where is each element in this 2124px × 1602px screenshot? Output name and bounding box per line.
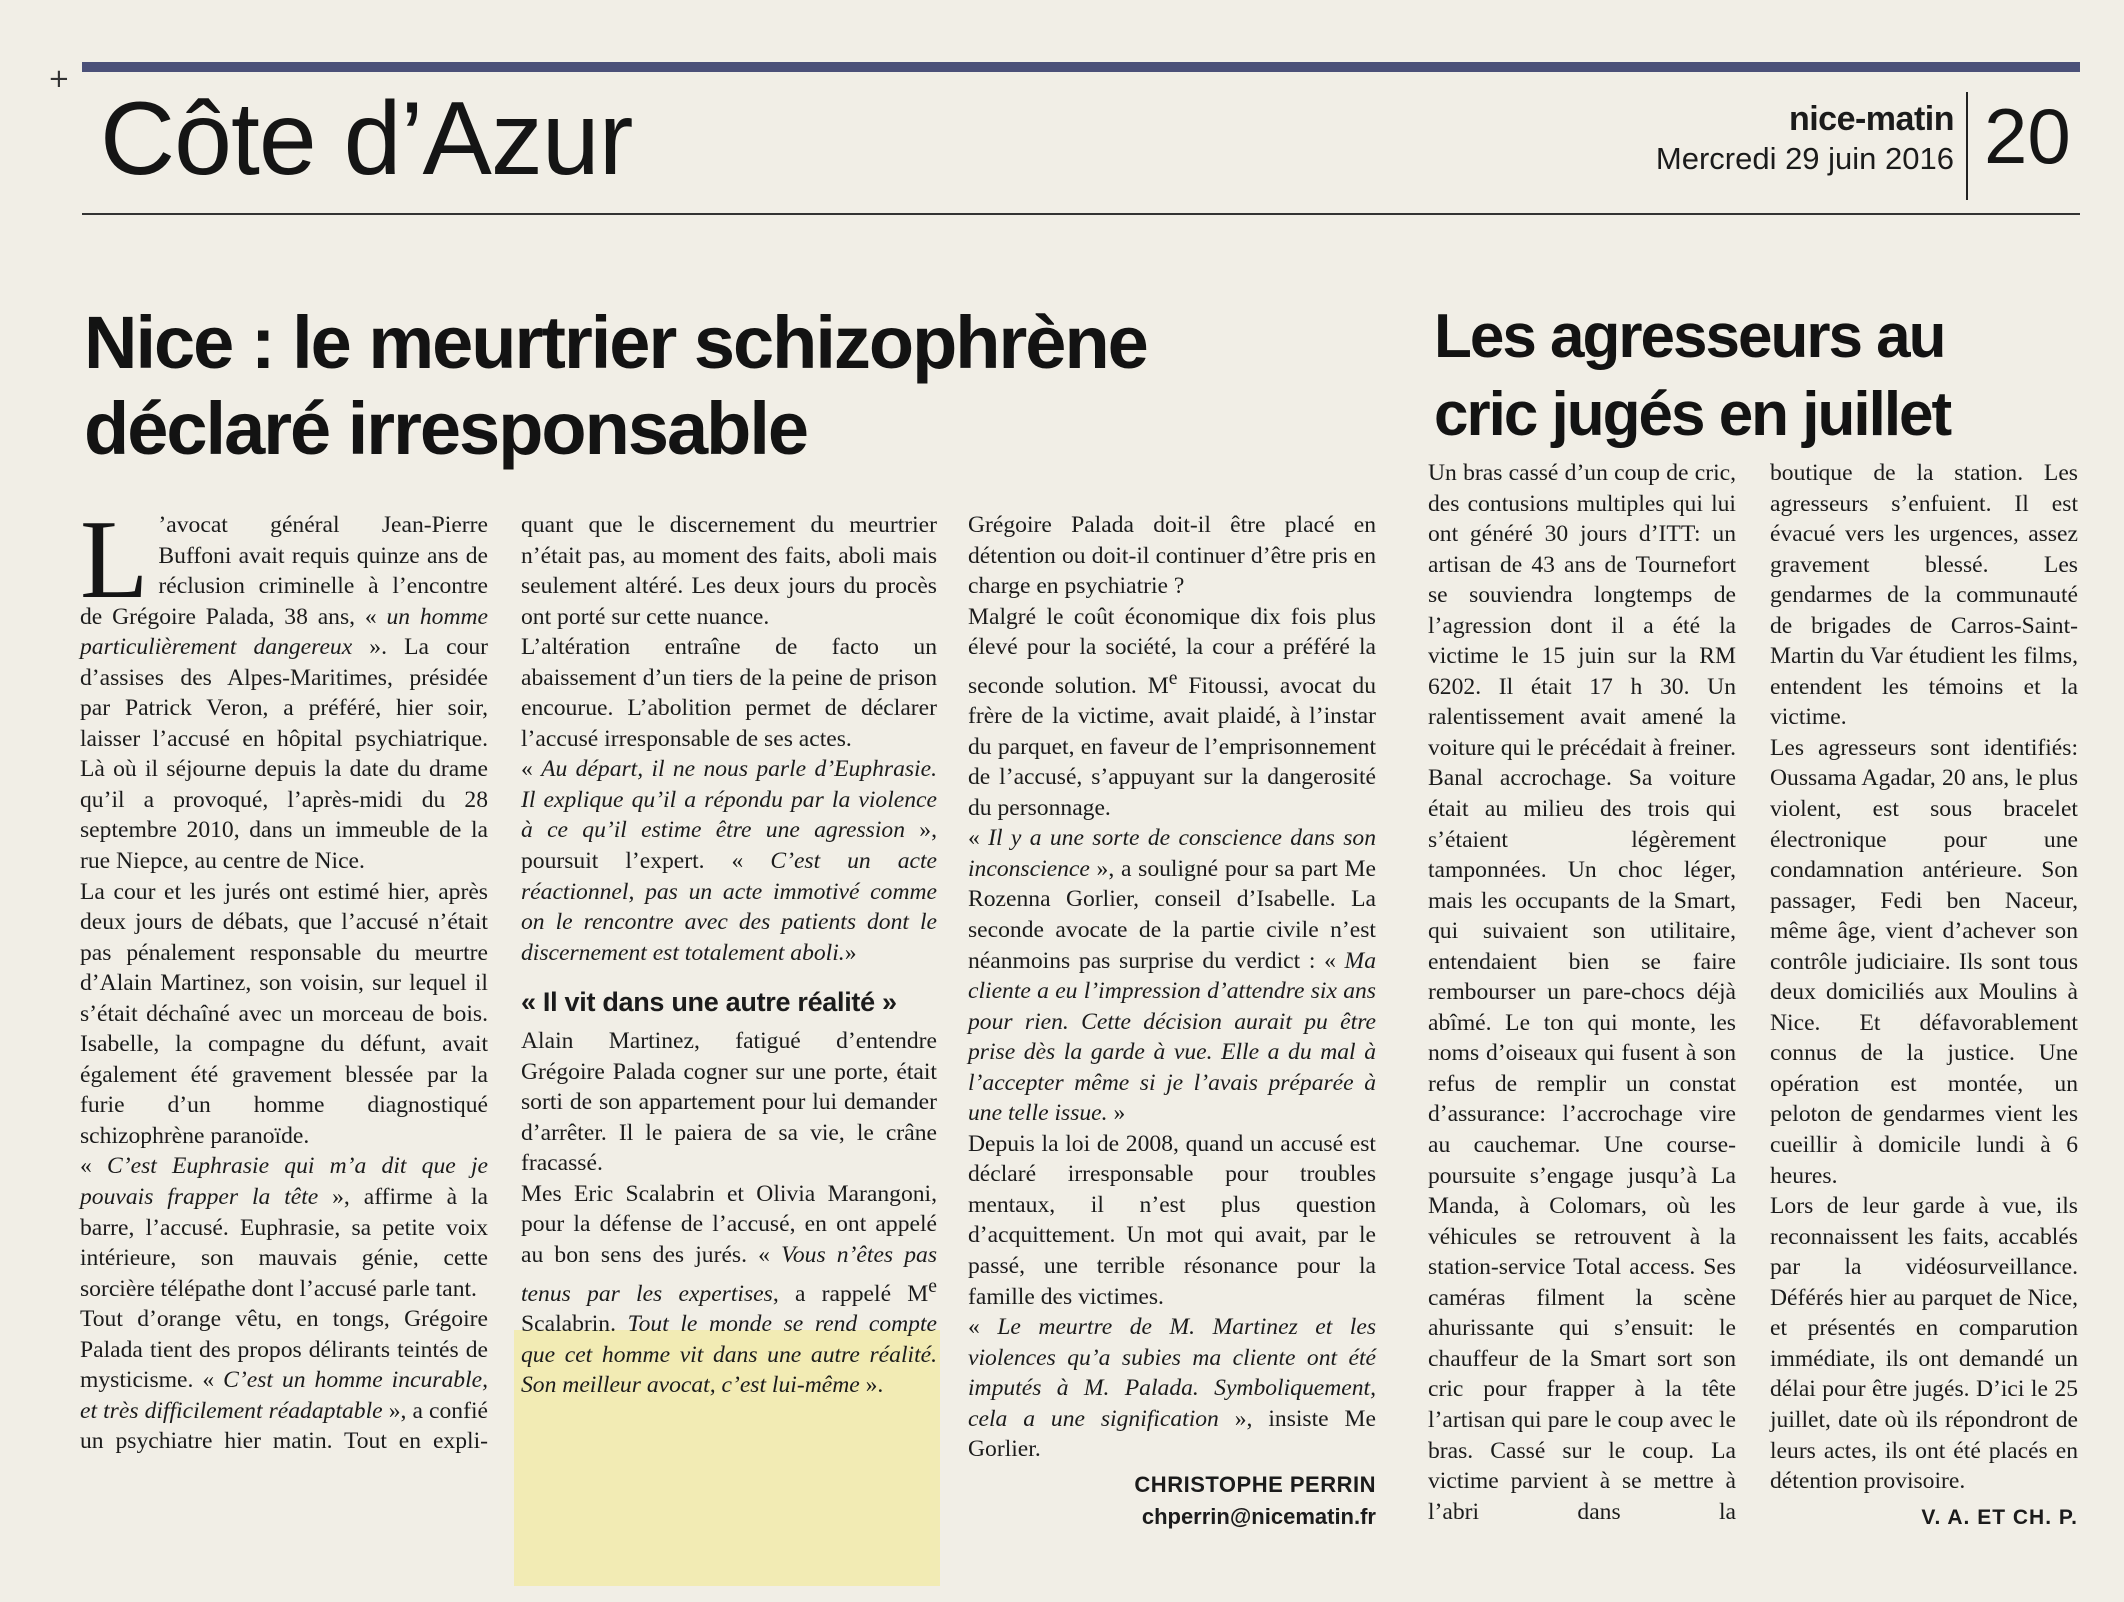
paragraph: L’altération entraîne de facto un abaissement d’un tiers de la peine de prison encourue. L’abolition permet de déclarer l’accusé irresponsable de ses actes. xyxy=(521,634,937,752)
masthead-divider xyxy=(1966,92,1968,200)
paragraph: Mes Eric Scalabrin et Olivia Marangoni, pour la défense de l’accusé, en ont appelé au bon sens des jurés. « Vous n’êtes pas tenus par les expertises, a rappelé Me Scalabrin. Tout le monde se rend compte que cet homme vit dans une autre réalité. Son meilleur avocat, c’est lui-même ». xyxy=(521,1180,937,1399)
paragraph: « Il y a une sorte de conscience dans son inconscience », a souligné pour sa part Me Rozenna Gorlier, conseil d’Isabelle. La seconde avocate de la partie civile n’est néanmoins pas surprise du verdict : « Ma cliente a eu l’impression d’attendre six ans pour rien. Cette décision aurait pu être prise dès la garde à vue. Elle a du mal à l’accepter même si je l’avais préparée à une telle issue. » xyxy=(968,825,1376,1127)
main-headline xyxy=(84,300,1147,472)
paragraph: Malgré le coût économique dix fois plus élevé pour la société, la cour a préféré la seconde solution. Me Fitoussi, avocat du frère de la victime, avait plaidé, à l’instar du parquet, en faveur de l’emprisonnement de l’accusé, s’appuyant sur la dangerosité du personnage. xyxy=(968,603,1377,821)
main-headline-line: Nice : le meurtrier schizophrène xyxy=(84,301,1147,384)
author-initials: V. A. ET CH. P. xyxy=(1921,1505,2078,1529)
paragraph: La cour et les jurés ont estimé hier, après deux jours de débats, que l’accusé n’était pas pénalement responsable du meurtre d’Alain Martinez, son voisin, sur lequel il s’était déchaîné avec un morceau de bois. Isabelle, la compagne du défunt, avait également été gravement blessée par la furie d’un homme diagnostiqué schizophrène paranoïde. xyxy=(80,878,488,1149)
paragraph: « C’est Euphrasie qui m’a dit que je pouvais frapper la tête », affirme à la barre, l’accusé. Euphrasie, sa petite voix intérieure, son mauvais génie, cette sorcière télépathe dont l’accusé parle tant. xyxy=(80,1153,488,1302)
author-signature xyxy=(968,1469,1376,1533)
paragraph: ’avocat général Jean-Pierre Buffoni avait requis quinze ans de réclusion criminelle à l’encontre de Grégoire Palada, 38 ans, « un homme particulièrement dangereux ». La cour d’assises des Alpes-Maritimes, présidée par Patrick Veron, a préféré, hier soir, laisser l’accusé en hôpital psychiatrique. Là où il séjourne depuis la date du drame qu’il a provoqué, l’après-midi du 28 septembre 2010, dans un immeuble de la rue Niepce, au centre de Nice. xyxy=(80,512,488,875)
paragraph: « Le meurtre de M. Martinez et les violences qu’a subies ma cliente ont été imputés à M. Palada. Symboliquement, cela a une signification », insiste Me Gorlier. xyxy=(968,1314,1376,1463)
side-article-column-2 xyxy=(1770,458,2078,1533)
paragraph: Depuis la loi de 2008, quand un accusé est déclaré irresponsable pour troubles mentaux, il n’est plus question d’acquittement. Un mot qui avait, par le passé, une terrible résonance pour la famille des victimes. xyxy=(968,1130,1376,1310)
main-article-column-3 xyxy=(968,510,1376,1533)
crop-mark: + xyxy=(48,64,70,94)
side-headline-line: cric jugés en juillet xyxy=(1434,380,1951,449)
side-article-column-1 xyxy=(1428,458,1736,1527)
paragraph: Les agresseurs sont identifiés: Oussama Agadar, 20 ans, le plus violent, est sous bracelet électronique pour une condamnation antérieure. Son passager, Fedi ben Naceur, même âge, vient d’achever son contrôle judiciaire. Ils sont tous deux domiciliés aux Moulins à Nice. Et défavorablement connus de la justice. Une opération est montée, un peloton de gendarmes vient les cueillir à domicile lundi à 6 heures. xyxy=(1770,734,2078,1189)
page-number: 20 xyxy=(1984,92,2071,180)
main-article-column-2 xyxy=(521,510,937,1401)
intertitle: « Il vit dans une autre réalité » xyxy=(521,987,897,1018)
newspaper-brand: nice-matin xyxy=(1788,100,1954,138)
side-headline-line: Les agresseurs au xyxy=(1434,302,1945,371)
paragraph: Un bras cassé d’un coup de cric, des contusions multiples qui lui ont généré 30 jours d’ITT: un artisan de 43 ans de Tournefort se souviendra longtemps de l’agression dont il a été la victime le 15 juin sur la RM 6202. Il était 17 h 30. Un ralentissement avait amené la voiture qui le précédait à freiner. Banal accrochage. Sa voiture était au milieu des trois qui s’étaient légèrement tamponnées. Un choc léger, mais les occupants de la Smart, qui suivaient son utilitaire, entendaient bien se faire rembourser un pare-chocs déjà abîmé. Le ton qui monte, les noms d’oiseaux qui fusent à son refus de remplir un constat d’assurance: l’accrochage vire au cauchemar. Une course-poursuite s’engage jusqu’à La Manda, à Colomars, où les véhicules se retrouvent à la station-service Total access. Ses caméras filment la scène ahurissante qui s’ensuit: le chauffeur de la Smart sort son cric pour frapper à la tête l’artisan qui pare le coup avec le bras. Cassé sur le coup. La victime parvient à se mettre à l’abri dans la xyxy=(1428,460,1736,1525)
paragraph: boutique de la station. Les agresseurs s’enfuient. Il est évacué vers les urgences, assez gravement blessé. Les gendarmes de la communauté de brigades de Carros-Saint-Martin du Var étudient les films, entendent les témoins et la victime. xyxy=(1770,460,2078,731)
main-article-column-1 xyxy=(80,498,488,1457)
paragraph: quant que le discernement du meurtrier n’était pas, au moment des faits, aboli mais seulement altéré. Les deux jours du procès ont porté sur cette nuance. xyxy=(521,512,937,630)
top-color-band xyxy=(82,62,2080,72)
paragraph: Tout d’orange vêtu, en tongs, Grégoire Palada tient des propos délirants teintés de mysticisme. « C’est un homme incurable, et très difficilement réadaptable », a confié un psychiatre hier matin. Tout en expli- xyxy=(80,1306,488,1455)
author-email[interactable]: chperrin@nicematin.fr xyxy=(1141,1503,1376,1529)
header-rule xyxy=(82,213,2080,215)
author-name: CHRISTOPHE PERRIN xyxy=(1134,1471,1376,1497)
paragraph: « Au départ, il ne nous parle d’Euphrasie. Il explique qu’il a répondu par la violence à ce qu’il estime être une agression », poursuit l’expert. « C’est un acte réactionnel, pas un acte immotivé comme on le rencontre avec des patients dont le discernement est totalement aboli.» xyxy=(521,756,937,966)
side-headline xyxy=(1434,298,1950,454)
main-headline-line: déclaré irresponsable xyxy=(84,387,808,470)
masthead xyxy=(1656,100,1954,179)
paragraph: Grégoire Palada doit-il être placé en détention ou doit-il continuer d’être pris en charge en psychiatrie ? xyxy=(968,512,1376,600)
section-rubric: Côte d’Azur xyxy=(100,81,633,197)
issue-date: Mercredi 29 juin 2016 xyxy=(1655,141,1954,177)
dropcap: L xyxy=(80,498,149,622)
paragraph: Lors de leur garde à vue, ils reconnaissent les faits, accablés par la vidéosurveillance. Déférés hier au parquet de Nice, et présentés en comparution immédiate, ils ont demandé un délai pour être jugés. D’ici le 25 juillet, date où ils répondront de leurs actes, ils ont été placés en détention provisoire. xyxy=(1770,1193,2078,1495)
paragraph: Alain Martinez, fatigué d’entendre Grégoire Palada cogner sur une porte, était sorti de son appartement pour lui demander d’arrêter. Il le paiera de sa vie, le crâne fracassé. xyxy=(521,1028,937,1177)
